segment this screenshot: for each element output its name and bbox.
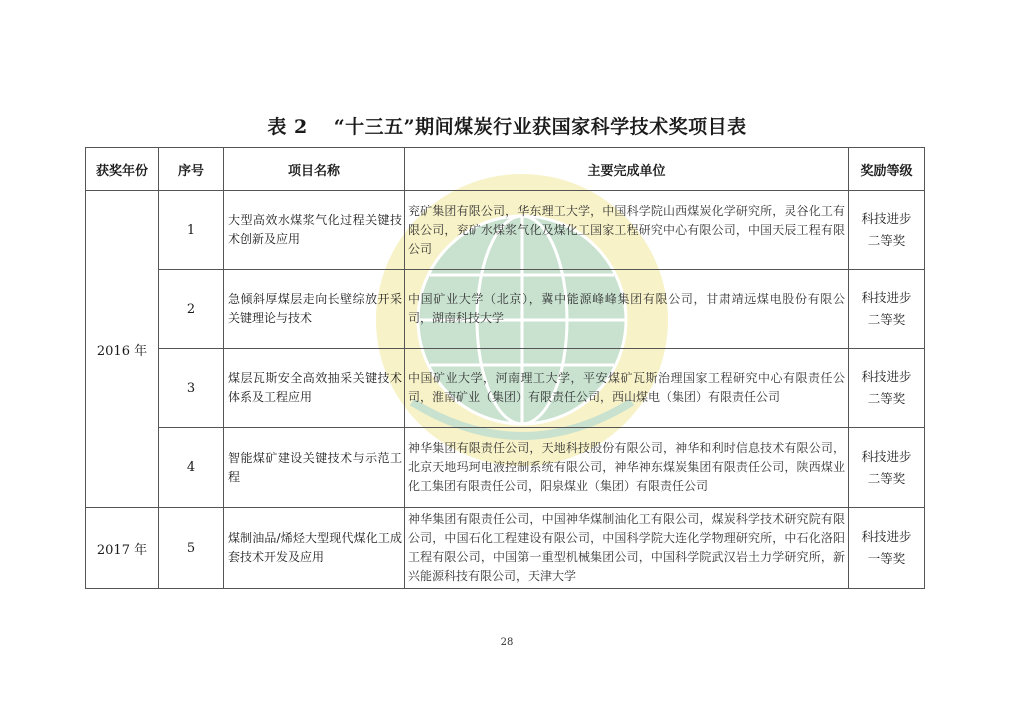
header-index: 序号 <box>159 148 224 191</box>
index-cell: 3 <box>159 349 224 428</box>
award-grade: 二等奖 <box>867 391 906 406</box>
project-name-cell: 大型高效水煤浆气化过程关键技术创新及应用 <box>224 191 405 270</box>
award-grade: 二等奖 <box>867 470 906 486</box>
project-name-cell: 急倾斜厚煤层走向长壁综放开采关键理论与技术 <box>224 270 405 349</box>
table-row <box>86 191 925 270</box>
award-cell <box>849 191 925 270</box>
award-type: 科技进步 <box>861 211 912 226</box>
table-row <box>86 270 925 349</box>
award-cell <box>849 508 925 589</box>
units-cell: 中国矿业大学（北京），冀中能源峰峰集团有限公司，甘肃靖远煤电股份有限公司，湖南科技大学 <box>405 270 849 349</box>
project-name-cell: 煤制油品/烯烃大型现代煤化工成套技术开发及应用 <box>224 508 405 589</box>
award-type: 科技进步 <box>861 529 912 544</box>
index-cell: 4 <box>159 428 224 508</box>
table-title-text: “十三五”期间煤炭行业获国家科学技术奖项目表 <box>333 116 747 138</box>
award-table <box>85 147 925 589</box>
award-grade: 一等奖 <box>867 551 906 566</box>
page-number: 28 <box>500 637 514 648</box>
header-row <box>86 148 925 191</box>
table-row <box>86 508 925 589</box>
header-year: 获奖年份 <box>86 148 159 191</box>
index-cell: 5 <box>159 508 224 589</box>
units-cell: 兖矿集团有限公司，华东理工大学，中国科学院山西煤炭化学研究所，灵谷化工有限公司，兖矿水煤浆气化及煤化工国家工程研究中心有限公司，中国天辰工程有限公司 <box>405 191 849 270</box>
award-cell <box>849 349 925 428</box>
index-cell: 2 <box>159 270 224 349</box>
table-number: 表 2 <box>267 116 308 138</box>
award-grade: 二等奖 <box>867 312 906 327</box>
units-cell: 神华集团有限责任公司，中国神华煤制油化工有限公司，煤炭科学技术研究院有限公司，中国石化工程建设有限公司，中国科学院大连化学物理研究所，中石化洛阳工程有限公司，中国第一重型机械集团公司，中国科学院武汉岩土力学研究所，新兴能源科技有限公司，天津大学 <box>405 508 849 589</box>
year-cell: 2017 年 <box>86 508 159 589</box>
units-cell: 中国矿业大学，河南理工大学，平安煤矿瓦斯治理国家工程研究中心有限责任公司，淮南矿业（集团）有限责任公司，西山煤电（集团）有限责任公司 <box>405 349 849 428</box>
year-cell: 2016 年 <box>86 191 159 508</box>
table-row <box>86 349 925 428</box>
header-project-name: 项目名称 <box>224 148 405 191</box>
header-award-level: 奖励等级 <box>849 148 925 191</box>
table-row <box>86 428 925 508</box>
project-name-cell: 智能煤矿建设关键技术与示范工程 <box>224 428 405 508</box>
award-grade: 二等奖 <box>867 233 906 248</box>
project-name-cell: 煤层瓦斯安全高效抽采关键技术体系及工程应用 <box>224 349 405 428</box>
header-units: 主要完成单位 <box>405 148 849 191</box>
award-type: 科技进步 <box>861 369 912 384</box>
award-cell <box>849 428 925 508</box>
award-type: 科技进步 <box>861 290 912 305</box>
award-type: 科技进步 <box>861 448 912 464</box>
index-cell: 1 <box>159 191 224 270</box>
award-cell <box>849 270 925 349</box>
units-cell: 神华集团有限责任公司，天地科技股份有限公司，神华和利时信息技术有限公司，北京天地玛珂电液控制系统有限公司，神华神东煤炭集团有限责任公司，陕西煤业化工集团有限责任公司，阳泉煤业（集团）有限责任公司 <box>405 428 849 508</box>
table-title <box>0 112 1014 139</box>
